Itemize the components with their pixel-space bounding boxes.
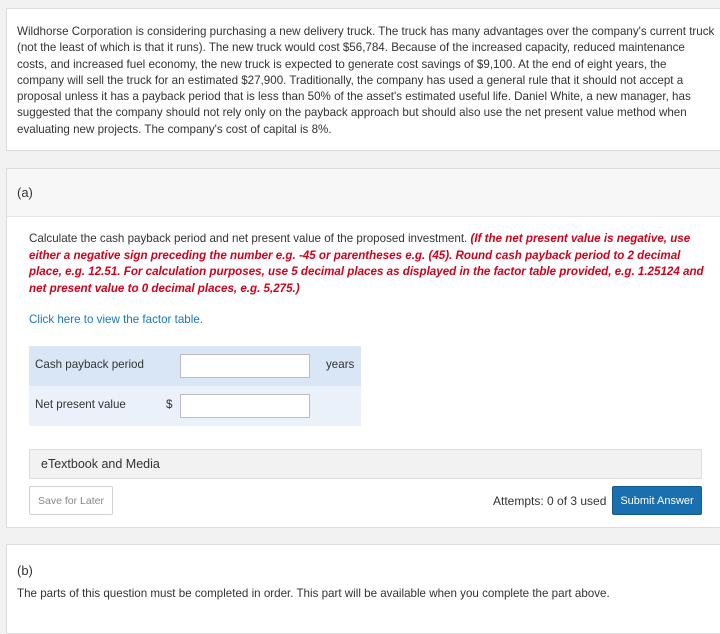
answer-table	[29, 346, 361, 426]
attempts-counter: Attempts: 0 of 3 used	[493, 494, 607, 508]
factor-table-link[interactable]: Click here to view the factor table.	[29, 313, 203, 326]
npv-label: Net present value	[35, 398, 126, 411]
answer-row-cash-payback	[29, 346, 361, 386]
etextbook-label: eTextbook and Media	[41, 457, 160, 471]
instruction-rounding-note: (If the net present value is negative, use either a negative sign preceding the number e.g. -45 or parentheses e.g. (45). Round cash payback period to 2 decimal place, e.g. 12.51. For calculation purposes, use 5 decimal places as displayed in the factor table provided, e.g. 1.25124 and net present value to 0 decimal places, e.g. 5,275.)	[29, 232, 704, 295]
part-b-label: (b)	[17, 563, 33, 578]
etextbook-media-bar[interactable]	[29, 449, 702, 479]
part-a-instructions	[29, 231, 709, 297]
npv-input[interactable]	[180, 394, 310, 418]
npv-dollar-sign: $	[166, 398, 173, 411]
part-a-header	[7, 169, 720, 217]
part-a-panel	[6, 168, 720, 528]
answer-row-npv	[29, 386, 361, 426]
cash-payback-unit: years	[326, 358, 355, 371]
cash-payback-label: Cash payback period	[35, 358, 144, 371]
part-b-locked-message: The parts of this question must be completed in order. This part will be available when you complete the part above.	[17, 587, 610, 600]
problem-text: Wildhorse Corporation is considering purchasing a new delivery truck. The truck has many advantages over the company's current truck (not the least of which is that it runs). The new truck would cost $56,784. Because of the increased capacity, reduced maintenance costs, and increased fuel economy, the new truck is expected to generate cost savings of $9,100. At the end of eight years, the company will sell the truck for an estimated $27,900. Traditionally, the company has used a general rule that it should not accept a proposal unless it has a payback period that is less than 50% of the asset's estimated useful life. Daniel White, a new manager, has suggested that the company should not rely only on the payback approach but should also use the net present value method when evaluating new projects. The company's cost of capital is 8%.	[17, 25, 715, 136]
submit-answer-button[interactable]: Submit Answer	[612, 486, 702, 515]
part-b-panel	[6, 544, 720, 634]
cash-payback-input[interactable]	[180, 354, 310, 378]
instruction-text: Calculate the cash payback period and net present value of the proposed investment.	[29, 232, 468, 245]
part-a-label: (a)	[17, 185, 33, 200]
problem-statement	[6, 8, 720, 151]
save-for-later-button[interactable]: Save for Later	[29, 486, 113, 515]
